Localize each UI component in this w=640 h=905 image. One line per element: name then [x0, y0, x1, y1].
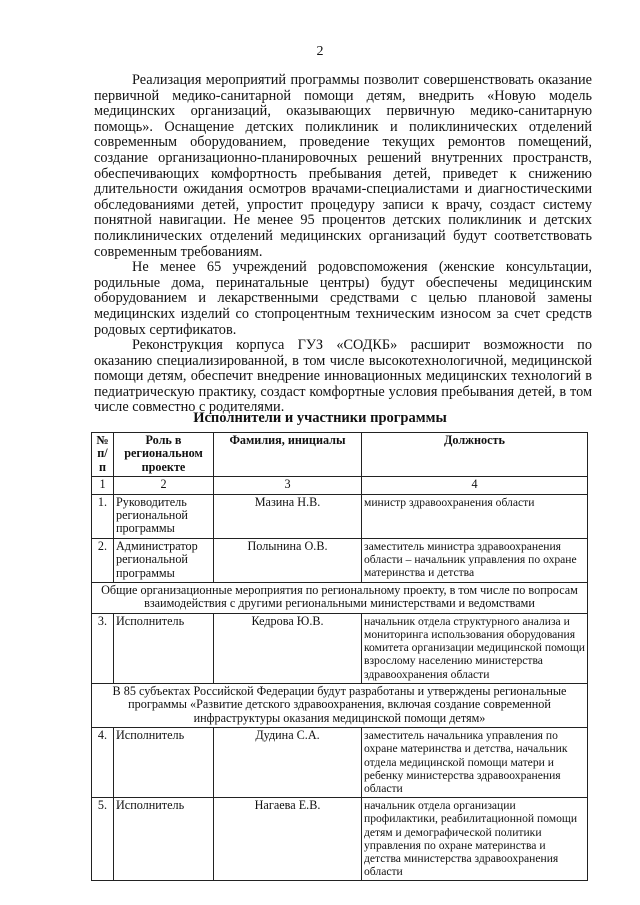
page-number: 2	[316, 44, 324, 59]
paragraph: Не менее 65 учреждений родовспоможения (женские консультации, родильные дома, перинатальные центры) будут обеспечены медицинским оборудованием и лекарственными средствами с целью плановой замены медицинских изделий со стопроцентным техническим износом за счет средств родовых сертификатов.	[94, 259, 592, 338]
table-row	[92, 728, 588, 798]
row-position: заместитель министра здравоохранения области – начальник управления по охране материнства и детства	[362, 538, 588, 582]
table-section-row	[92, 683, 588, 727]
paragraph: Реализация мероприятий программы позволит совершенствовать оказание первичной медико-санитарной помощи детям, внедрить «Новую модель медицинских организаций, оказывающих первичную медико-санитарную помощь». Оснащение детских поликлиник и поликлинических отделений современным оборудованием, проведение текущих ремонтов помещений, создание организационно-планировочных решений внутренних пространств, обеспечивающих комфортность пребывания детей, приведет к снижению длительности ожидания осмотров врачами-специалистами и диагностическими обследованиями детей, упростит процедуру записи к врачу, создаст систему понятной навигации. Не менее 95 процентов детских поликлиник и детских поликлинических отделений медицинских организаций будут соответствовать современным требованиям.	[94, 72, 592, 260]
header-role: Роль в региональном проекте	[114, 433, 214, 477]
row-num: 1.	[92, 494, 114, 538]
executors-table	[91, 432, 588, 881]
header-num: № п/п	[92, 433, 114, 477]
table-section-row	[92, 583, 588, 614]
row-num: 5.	[92, 798, 114, 881]
column-number: 3	[214, 477, 362, 494]
row-name: Дудина С.А.	[214, 728, 362, 798]
row-position: заместитель начальника управления по охране материнства и детства, начальник отдела медицинской помощи матери и ребенку министерства здравоохранения области	[362, 728, 588, 798]
row-name: Мазина Н.В.	[214, 494, 362, 538]
row-role: Исполнитель	[114, 798, 214, 881]
table-row	[92, 613, 588, 683]
table-row	[92, 538, 588, 582]
header-name: Фамилия, инициалы	[214, 433, 362, 477]
section-note: В 85 субъектах Российской Федерации будут разработаны и утверждены региональные программы «Развитие детского здравоохранения, включая создание современной инфраструктуры оказания медицинской помощи детям»	[92, 683, 588, 727]
paragraph: Реконструкция корпуса ГУЗ «СОДКБ» расширит возможности по оказанию специализированной, в том числе высокотехнологичной, медицинской помощи детям, обеспечит внедрение инновационных медицинских технологий в педиатрическую практику, создаст комфортные условия пребывания детей, в том числе совместно с родителями.	[94, 337, 592, 416]
table-header-row	[92, 433, 588, 477]
row-num: 3.	[92, 613, 114, 683]
row-position: начальник отдела организации профилактики, реабилитационной помощи детям и демографической политики управления по охране материнства и детства министерства здравоохранения области	[362, 798, 588, 881]
table-row	[92, 494, 588, 538]
column-number: 2	[114, 477, 214, 494]
column-numbers-row	[92, 477, 588, 494]
row-role: Исполнитель	[114, 728, 214, 798]
row-role: Администратор региональной программы	[114, 538, 214, 582]
column-number: 1	[92, 477, 114, 494]
row-role: Исполнитель	[114, 613, 214, 683]
table-row	[92, 798, 588, 881]
row-name: Полынина О.В.	[214, 538, 362, 582]
row-name: Нагаева Е.В.	[214, 798, 362, 881]
row-role: Руководитель региональной программы	[114, 494, 214, 538]
row-name: Кедрова Ю.В.	[214, 613, 362, 683]
row-position: министр здравоохранения области	[362, 494, 588, 538]
section-title: Исполнители и участники программы	[193, 410, 447, 426]
header-position: Должность	[362, 433, 588, 477]
row-position: начальник отдела структурного анализа и мониторинга использования оборудования комитета организации медицинской помощи взрослому населению министерства здравоохранения области	[362, 613, 588, 683]
body-text	[94, 73, 592, 416]
row-num: 2.	[92, 538, 114, 582]
section-note: Общие организационные мероприятия по региональному проекту, в том числе по вопросам взаимодействия с другими региональными министерствами и ведомствами	[92, 583, 588, 614]
row-num: 4.	[92, 728, 114, 798]
column-number: 4	[362, 477, 588, 494]
